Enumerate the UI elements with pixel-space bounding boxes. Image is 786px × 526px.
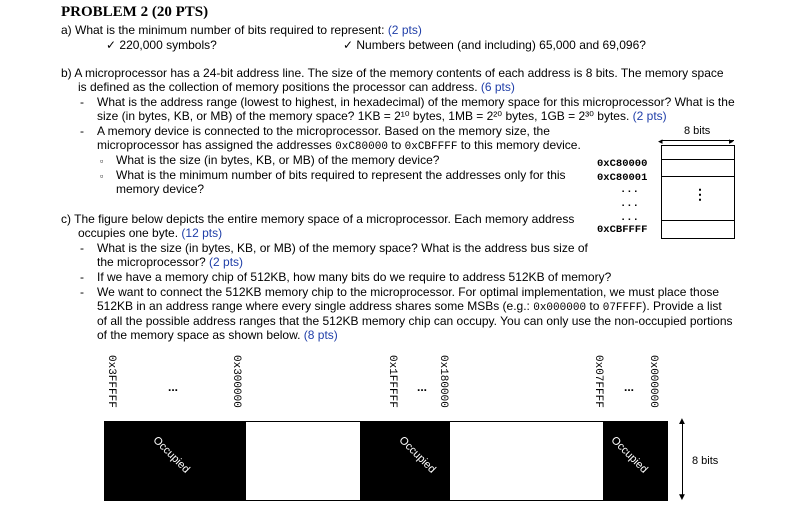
part-b-line-1: b) A microprocessor has a 24-bit address line. The size of the memory contents of each address is 8 bits. The memory space (61, 66, 724, 80)
part-c-line-2-text: occupies one byte. (78, 226, 182, 240)
address-label-07ffff: 0x07FFFF (592, 355, 604, 408)
address-end: 0xCBFFFF (404, 141, 458, 153)
part-a-item-1: ✓ 220,000 symbols? (106, 38, 217, 52)
free-region-2 (450, 422, 603, 500)
part-c-line-2 (78, 226, 222, 240)
part-c-sub3-line-2 (97, 299, 722, 314)
part-c-sub3-text-a: 512KB in an address range where every single address shares some MSBs (e.g.: (97, 299, 534, 313)
part-c-sub1-text: the microprocessor? (97, 255, 210, 269)
part-b-sub2-text-b: to this memory device. (457, 138, 581, 152)
memory-address-1: 0xC80000 (597, 158, 648, 170)
part-c-points: (12 pts) (181, 226, 223, 240)
arrow-up-icon: ▲ (677, 416, 687, 427)
part-b-line-2 (78, 80, 515, 94)
square-bullet-icon: ▫ (100, 171, 104, 181)
part-b-sub1-line-1: What is the address range (lowest to highest, in hexadecimal) of the memory space for this microprocessor? What is the (97, 95, 735, 109)
ellipsis: ... (620, 212, 639, 224)
ellipsis: ... (624, 380, 635, 394)
ellipsis: ... (417, 380, 428, 394)
part-a-item-2: ✓ Numbers between (and including) 65,000 and 69,096? (343, 38, 646, 52)
part-b-sub2-line-2 (97, 138, 581, 153)
occupied-label-2: Occupied (396, 434, 438, 476)
memory-address-last: 0xCBFFFF (597, 224, 648, 236)
memory-row-divider (662, 159, 734, 160)
free-region-1 (246, 422, 360, 500)
part-c-sub3-points: (8 pts) (303, 328, 338, 342)
part-c-sub3-text-b: ). Provide a list (642, 299, 722, 313)
problem-title: PROBLEM 2 (20 PTS) (61, 4, 209, 20)
word-to: to (387, 138, 405, 152)
memory-width-label: 8 bits (684, 125, 711, 137)
part-b-line-2-text: is defined as the collection of memory positions the processor can address. (78, 80, 481, 94)
address-label-3fffff: 0x3FFFFF (105, 355, 117, 408)
bullet-dash: - (80, 95, 84, 109)
part-c-sub3-line-4 (97, 328, 338, 342)
ellipsis: ... (168, 380, 179, 394)
memory-row-divider (662, 220, 734, 221)
part-a-points: (2 pts) (387, 23, 422, 37)
part-c-sub3-line-3: of all the possible address ranges that the 512KB memory chip can occupy. You can only use the non-occupied portions (97, 314, 733, 328)
example-address-start: 0x000000 (533, 302, 587, 314)
part-c-sub1-points: (2 pts) (209, 255, 244, 269)
word-to: to (586, 299, 603, 313)
part-a-question (61, 23, 422, 37)
part-c-sub1-line-1: What is the size (in bytes, KB, or MB) of the memory space? What is the address bus size of (97, 241, 588, 255)
width-arrow (661, 140, 734, 141)
square-bullet-icon: ▫ (100, 156, 104, 166)
arrow-right-icon: ▸ (729, 136, 734, 146)
part-b-sub1-points: (2 pts) (632, 109, 667, 123)
bar-height-label: 8 bits (692, 455, 719, 467)
arrow-down-icon: ▼ (677, 492, 687, 503)
bullet-dash: - (80, 285, 84, 299)
part-b-q2-line-1: What is the minimum number of bits required to represent the addresses only for this (116, 168, 566, 182)
part-b-points: (6 pts) (480, 80, 515, 94)
part-b-sub1-line-2 (97, 109, 667, 123)
arrow-left-icon: ◂ (658, 136, 663, 146)
part-a-text: a) What is the minimum number of bits required to represent: (61, 23, 388, 37)
memory-address-2: 0xC80001 (597, 172, 648, 184)
part-b-q2-line-2: memory device? (116, 182, 205, 196)
memory-device-box (661, 145, 735, 239)
address-label-180000: 0x180000 (437, 355, 449, 408)
bullet-dash: - (80, 241, 84, 255)
part-b-q1: What is the size (in bytes, KB, or MB) of the memory device? (116, 153, 440, 167)
part-b-sub2-text-a: microprocessor has assigned the addresses (97, 138, 336, 152)
ellipsis: ... (620, 198, 639, 210)
memory-space-bar (104, 421, 668, 501)
bullet-dash: - (80, 270, 84, 284)
part-c-sub3-line-1: We want to connect the 512KB memory chip to the microprocessor. For optimal implementation, we must place those (97, 285, 720, 299)
address-label-1fffff: 0x1FFFFF (386, 355, 398, 408)
vertical-ellipsis-icon: ⋮ (693, 186, 707, 202)
bullet-dash: - (80, 124, 84, 138)
height-arrow (682, 424, 683, 498)
address-label-000000: 0x000000 (647, 355, 659, 408)
part-c-sub2: If we have a memory chip of 512KB, how many bits do we require to address 512KB of memory? (97, 270, 612, 284)
example-address-end: 07FFFF (602, 302, 643, 314)
part-b-sub1-text: size (in bytes, KB, or MB) of the memory space? 1KB = 2¹⁰ bytes, 1MB = 2²⁰ bytes, 1GB = 2³⁰ bytes. (97, 109, 633, 123)
part-b-sub2-line-1: A memory device is connected to the microprocessor. Based on the memory size, the (97, 124, 550, 138)
ellipsis: ... (620, 184, 639, 196)
part-c-sub1-line-2 (97, 255, 243, 269)
address-start: 0xC80000 (335, 141, 388, 153)
memory-row-divider (662, 176, 734, 177)
part-c-sub3-text-4: of the memory space as shown below. (97, 328, 304, 342)
occupied-label-1: Occupied (150, 434, 192, 476)
address-label-300000: 0x300000 (230, 355, 242, 408)
part-c-line-1: c) The figure below depicts the entire memory space of a microprocessor. Each memory address (61, 212, 575, 226)
occupied-label-3: Occupied (608, 434, 650, 476)
